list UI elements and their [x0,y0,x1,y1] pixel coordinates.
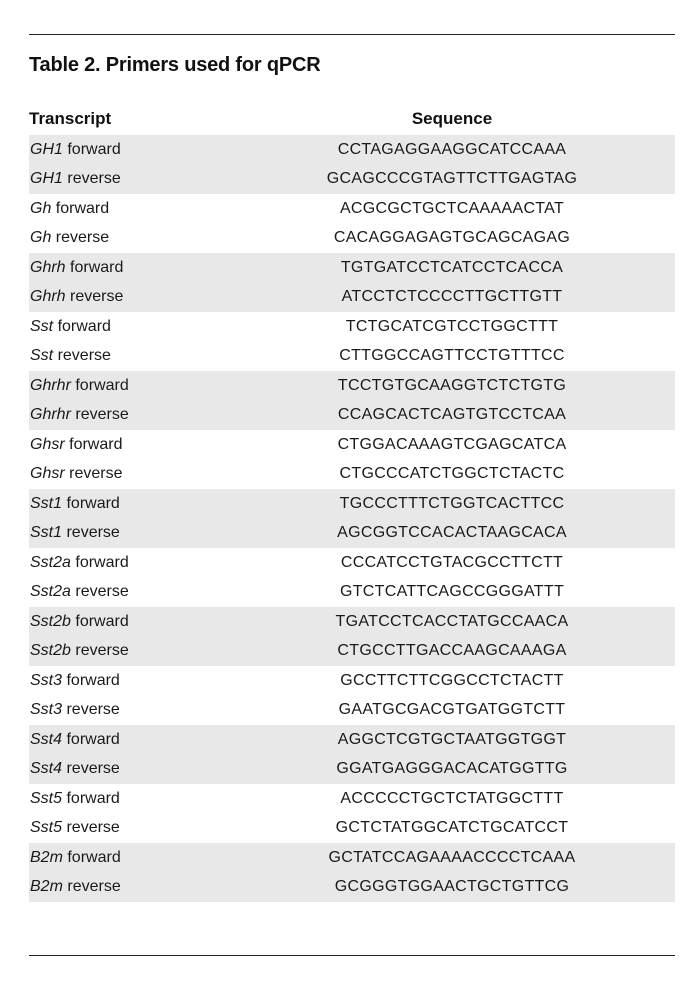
gene-name: Sst5 [30,819,63,837]
table-row [29,194,675,224]
gene-name: Sst3 [30,701,63,719]
gene-name: Gh [30,199,52,217]
transcript-cell [29,224,229,254]
sequence-cell: CTGCCTTGACCAAGCAAAGA [229,637,675,667]
transcript-cell [29,666,229,696]
sequence-cell: GTCTCATTCAGCCGGGATTT [339,583,565,601]
primer-direction: reverse [75,642,129,660]
primer-direction: forward [69,435,123,453]
primer-direction: forward [66,671,120,689]
primer-direction: forward [57,317,111,335]
gene-name: Sst4 [30,730,63,748]
sequence-cell: GGATGAGGGACACATGGTTG [229,755,675,785]
table-row [29,165,675,195]
bottom-rule [29,955,675,956]
transcript-cell [29,607,229,637]
sequence-cell: CCAGCACTCAGTGTCCTCAA [229,401,675,431]
gene-name: Sst [30,347,54,365]
primer-direction: forward [70,258,124,276]
table-row [29,578,675,608]
transcript-cell [29,194,229,224]
gene-name: Sst2b [30,612,71,630]
gene-name: Ghrh [30,258,66,276]
primer-direction: forward [75,612,129,630]
transcript-cell [29,784,229,814]
sequence-cell: CTGCCCATCTGGCTCTACTC [339,465,565,483]
table-row [29,371,675,401]
gene-name: Sst4 [30,760,63,778]
transcript-cell [29,460,229,490]
sequence-cell: CTTGGCCAGTTCCTGTTTCC [339,347,565,365]
sequence-cell: TGCCCTTTCTGGTCACTTCC [229,489,675,519]
sequence-cell: GCTATCCAGAAAACCCCTCAAA [229,843,675,873]
gene-name: Ghsr [30,435,65,453]
primer-direction: reverse [70,288,124,306]
primer-direction: forward [75,553,129,571]
sequence-cell: CTGGACAAAGTCGAGCATCA [337,435,567,453]
primer-direction: forward [67,848,121,866]
sequence-cell: AGGCTCGTGCTAATGGTGGT [229,725,675,755]
transcript-cell [29,873,229,903]
gene-name: Ghrhr [30,376,71,394]
primer-direction: reverse [69,465,123,483]
gene-name: Sst5 [30,789,63,807]
sequence-cell: CCCATCCTGTACGCCTTCTT [340,553,564,571]
primer-direction: forward [66,789,120,807]
primer-direction: reverse [67,878,121,896]
sequence-cell: TCCTGTGCAAGGTCTCTGTG [229,371,675,401]
gene-name: GH1 [30,140,63,158]
transcript-cell [29,843,229,873]
transcript-cell [29,725,229,755]
sequence-cell: TGATCCTCACCTATGCCAACA [229,607,675,637]
gene-name: Sst1 [30,524,63,542]
gene-name: B2m [30,878,63,896]
gene-name: Ghrhr [30,406,71,424]
table-row [29,460,675,490]
table-row [29,135,675,165]
gene-name: Sst [30,317,54,335]
primer-direction: reverse [75,583,129,601]
sequence-cell: CCTAGAGGAAGGCATCCAAA [229,135,675,165]
sequence-column-header: Sequence [411,109,493,128]
table-row [29,843,675,873]
sequence-cell: GAATGCGACGTGATGGTCTT [338,701,566,719]
transcript-cell [29,548,229,578]
transcript-cell [29,135,229,165]
transcript-cell [29,371,229,401]
gene-name: Ghrh [30,288,66,306]
primer-direction: forward [66,494,120,512]
gene-name: Sst2a [30,553,71,571]
transcript-cell [29,755,229,785]
gene-name: Ghsr [30,465,65,483]
gene-name: Gh [30,229,52,247]
primer-direction: reverse [66,524,120,542]
transcript-cell [29,165,229,195]
primer-direction: reverse [55,229,110,247]
transcript-cell [29,401,229,431]
gene-name: Sst2b [30,642,71,660]
sequence-cell: GCTCTATGGCATCTGCATCCT [335,819,569,837]
gene-name: Sst1 [30,494,63,512]
table-row [29,489,675,519]
transcript-cell [29,519,229,549]
sequence-cell: TGTGATCCTCATCCTCACCA [229,253,675,283]
sequence-cell: GCAGCCCGTAGTTCTTGAGTAG [229,165,675,195]
table-row [29,519,675,549]
table-row [29,430,675,460]
primer-direction: reverse [66,760,120,778]
gene-name: Sst3 [30,671,63,689]
transcript-cell [29,814,229,844]
sequence-cell: ACGCGCTGCTCAAAAACTAT [339,199,565,217]
table-row [29,755,675,785]
sequence-cell: ATCCTCTCCCCTTGCTTGTT [229,283,675,313]
table-row [29,283,675,313]
table-row [29,725,675,755]
sequence-cell: TCTGCATCGTCCTGGCTTT [345,317,559,335]
table-row [29,696,675,726]
sequence-cell: GCGGGTGGAACTGCTGTTCG [229,873,675,903]
table-row [29,401,675,431]
table-row [29,784,675,814]
top-rule [29,34,675,35]
primer-direction: forward [75,376,129,394]
primer-direction: reverse [57,347,111,365]
table-row [29,666,675,696]
gene-name: Sst2a [30,583,71,601]
sequence-cell: ACCCCCTGCTCTATGGCTTT [340,789,564,807]
table-row [29,637,675,667]
transcript-cell [29,283,229,313]
sequence-cell: CACAGGAGAGTGCAGCAGAG [333,229,571,247]
table-row [29,814,675,844]
transcript-cell [29,430,229,460]
transcript-cell [29,696,229,726]
primer-direction: reverse [67,170,121,188]
transcript-column-header: Transcript [29,109,112,128]
sequence-cell: GCCTTCTTCGGCCTCTACTT [340,671,564,689]
transcript-cell [29,312,229,342]
sequence-cell: AGCGGTCCACACTAAGCACA [229,519,675,549]
table-row [29,873,675,903]
header-row [29,103,675,135]
primer-direction: forward [66,730,120,748]
table-row [29,342,675,372]
table-title: Table 2. Primers used for qPCR [29,54,321,76]
transcript-cell [29,578,229,608]
transcript-cell [29,342,229,372]
primer-table [29,103,675,902]
gene-name: GH1 [30,170,63,188]
table-row [29,224,675,254]
gene-name: B2m [30,848,63,866]
transcript-cell [29,637,229,667]
primer-table-body [29,135,675,902]
primer-direction: reverse [75,406,129,424]
transcript-cell [29,489,229,519]
primer-direction: forward [55,199,110,217]
primer-direction: reverse [66,701,120,719]
primer-direction: forward [67,140,121,158]
table-row [29,548,675,578]
table-row [29,312,675,342]
primer-direction: reverse [66,819,120,837]
table-row [29,253,675,283]
transcript-cell [29,253,229,283]
table-row [29,607,675,637]
